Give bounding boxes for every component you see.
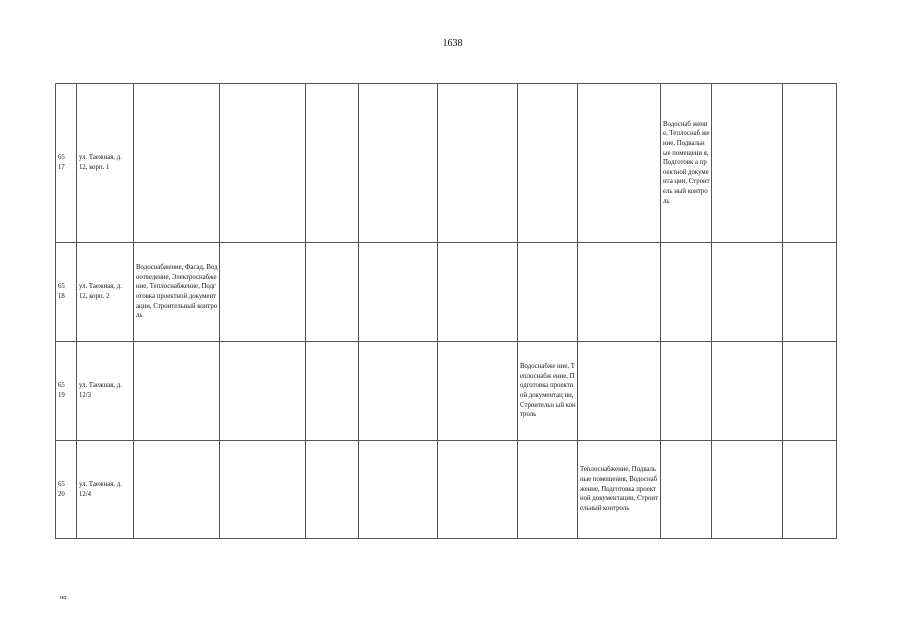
row-number: 65 18 (56, 243, 77, 342)
empty-cell (359, 243, 438, 342)
works-cell: Теплоснабжение, Подвальные помещения, Водоснабжение, Подготовка проектной документации, Строительный контроль (578, 441, 661, 539)
empty-cell (134, 84, 220, 243)
empty-cell (306, 441, 359, 539)
empty-cell (518, 84, 578, 243)
empty-cell (578, 84, 661, 243)
empty-cell (306, 243, 359, 342)
row-number: 65 19 (56, 342, 77, 441)
table-row (56, 243, 837, 342)
row-number: 65 17 (56, 84, 77, 243)
row-number: 65 20 (56, 441, 77, 539)
empty-cell (306, 84, 359, 243)
empty-cell (220, 243, 306, 342)
empty-cell (783, 243, 837, 342)
empty-cell (783, 84, 837, 243)
empty-cell (438, 243, 518, 342)
table-row (56, 84, 837, 243)
empty-cell (438, 342, 518, 441)
empty-cell (712, 84, 783, 243)
page-number: 1638 (442, 38, 463, 49)
empty-cell (359, 84, 438, 243)
works-cell: Водоснабже ние, Теплоснабж ение, Подготовка проектной документац ии, Строительн ый контроль (518, 342, 578, 441)
empty-cell (661, 441, 712, 539)
empty-cell (359, 342, 438, 441)
empty-cell (712, 243, 783, 342)
address-cell: ул. Таежная, д. 12, корп. 2 (77, 243, 134, 342)
footer-mark: нп (60, 595, 67, 601)
empty-cell (518, 441, 578, 539)
empty-cell (134, 342, 220, 441)
empty-cell (783, 441, 837, 539)
empty-cell (220, 84, 306, 243)
empty-cell (220, 441, 306, 539)
empty-cell (578, 342, 661, 441)
empty-cell (306, 342, 359, 441)
table-row (56, 441, 837, 539)
table-row (56, 342, 837, 441)
empty-cell (438, 441, 518, 539)
empty-cell (661, 243, 712, 342)
empty-cell (134, 441, 220, 539)
empty-cell (438, 84, 518, 243)
empty-cell (712, 441, 783, 539)
empty-cell (578, 243, 661, 342)
address-cell: ул. Таежная, д. 12/4 (77, 441, 134, 539)
empty-cell (518, 243, 578, 342)
address-cell: ул. Таежная, д. 12/3 (77, 342, 134, 441)
address-cell: ул. Таежная, д. 12, корп. 1 (77, 84, 134, 243)
empty-cell (783, 342, 837, 441)
empty-cell (661, 342, 712, 441)
empty-cell (220, 342, 306, 441)
empty-cell (359, 441, 438, 539)
empty-cell (712, 342, 783, 441)
works-table (55, 83, 837, 539)
works-cell: Водоснаб жение, Теплоснаб жение, Подвальн ые помещени я, Подготовк а проектной документа ции, Строитель ный контроль (661, 84, 712, 243)
works-cell: Водоснабжение, Фасад, Водоотведение, Электроснабжение, Теплоснабжение, Подготовка проектной документации, Строительный контроль (134, 243, 220, 342)
